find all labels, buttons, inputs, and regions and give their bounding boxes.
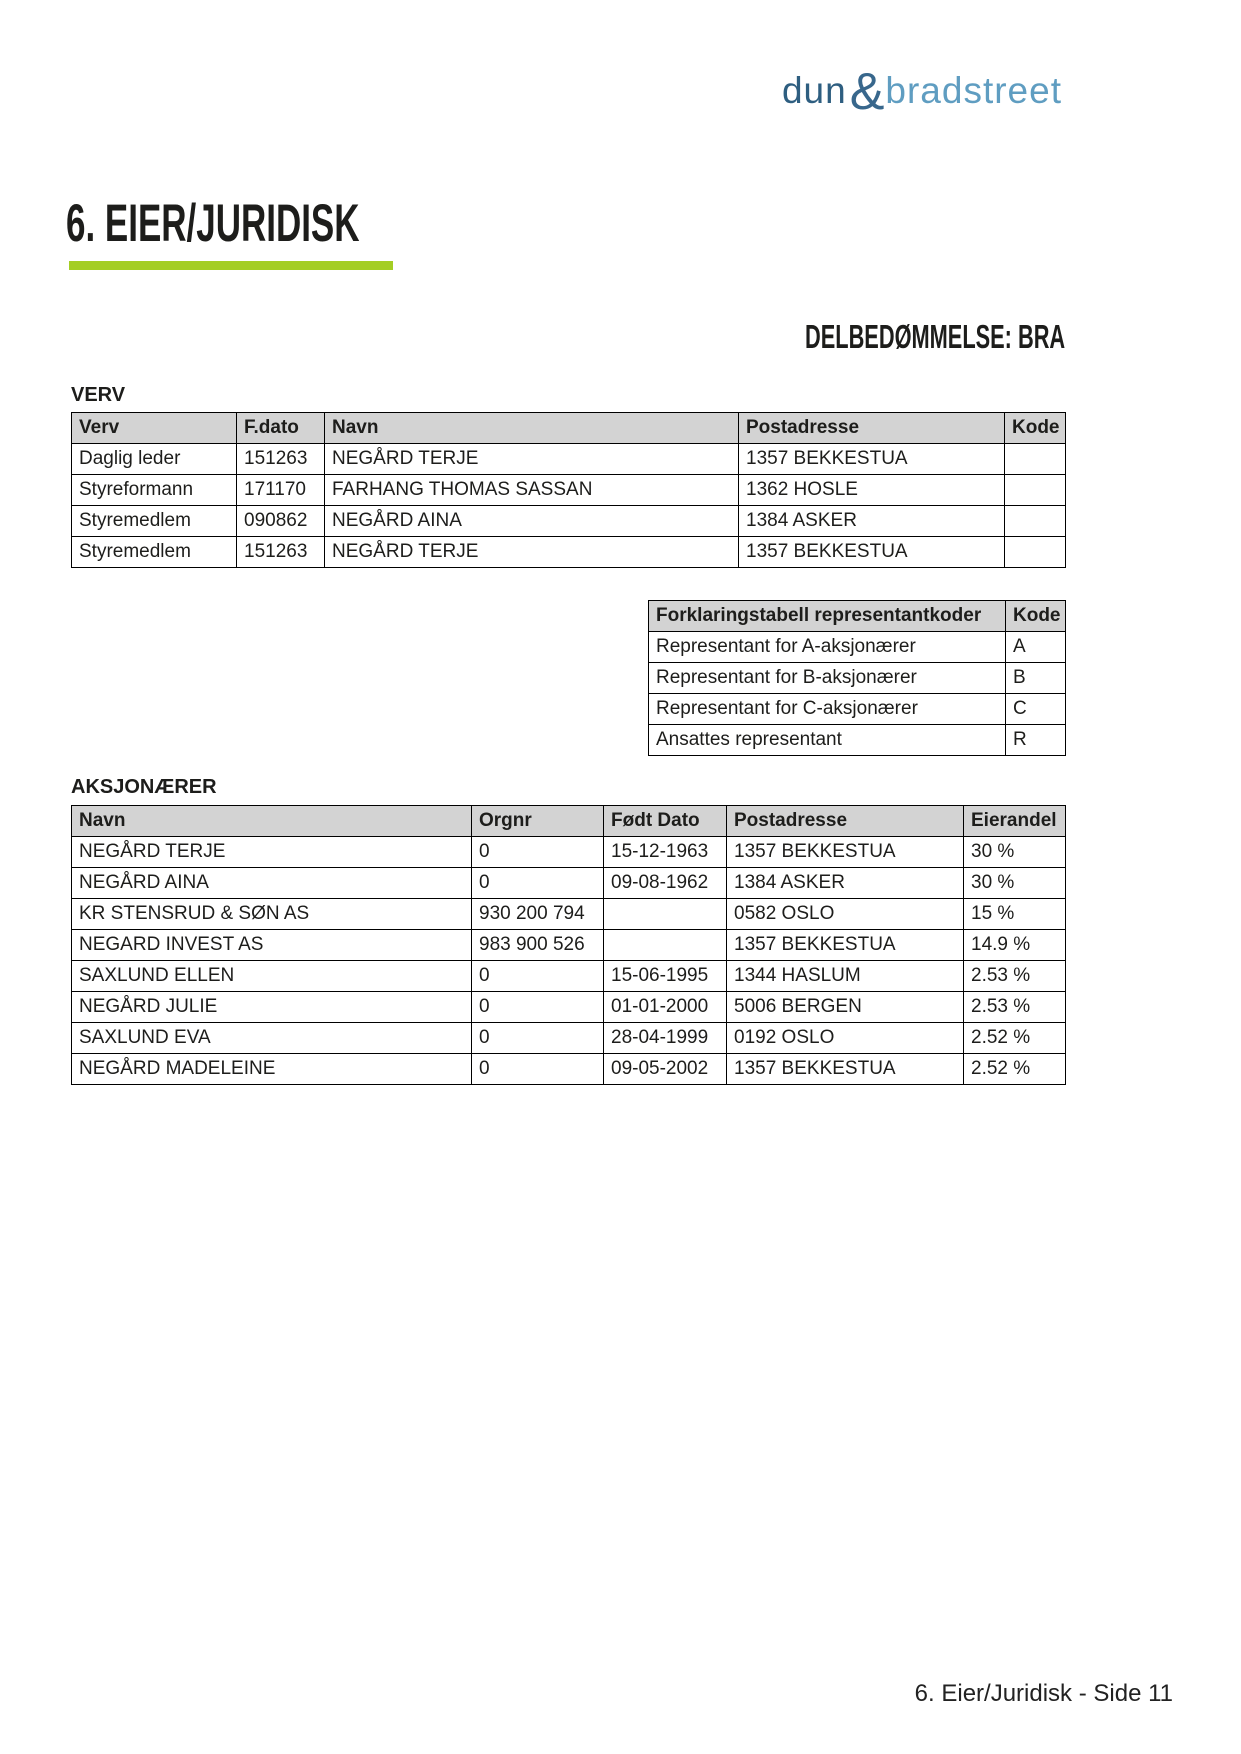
table-cell: Representant for C-aksjonærer [649,694,1006,725]
table-cell: 1384 ASKER [727,868,964,899]
table-cell: Ansattes representant [649,725,1006,756]
table-cell: 2.52 % [964,1023,1066,1054]
table-cell: 5006 BERGEN [727,992,964,1023]
table-cell: 151263 [237,537,325,568]
table-cell: NEGÅRD TERJE [325,537,739,568]
table-cell: 1357 BEKKESTUA [739,537,1005,568]
table-cell: 930 200 794 [472,899,604,930]
table-cell: 14.9 % [964,930,1066,961]
table-cell: 15-12-1963 [604,837,727,868]
table-row [72,506,1066,537]
table-cell: 09-08-1962 [604,868,727,899]
table-cell: Representant for B-aksjonærer [649,663,1006,694]
table-cell: NEGÅRD MADELEINE [72,1054,472,1085]
rating-heading: DELBEDØMMELSE: BRA [804,318,1065,355]
table-row [72,899,1066,930]
verv-table [71,412,1066,568]
table-cell [1005,506,1066,537]
table-header-row [72,806,1066,837]
table-cell: R [1006,725,1066,756]
table-cell: 0 [472,868,604,899]
column-header: Kode [1006,601,1066,632]
table-cell: 2.53 % [964,961,1066,992]
table-row [649,663,1066,694]
table-cell: 28-04-1999 [604,1023,727,1054]
table-cell: 15-06-1995 [604,961,727,992]
table-row [72,992,1066,1023]
table-cell: 01-01-2000 [604,992,727,1023]
table-cell: 1357 BEKKESTUA [727,1054,964,1085]
representative-codes-table [648,600,1066,756]
page-title: 6. EIER/JURIDISK [66,194,360,253]
column-header: Kode [1005,413,1066,444]
table-cell: Representant for A-aksjonærer [649,632,1006,663]
title-accent-bar [69,261,393,270]
table-cell: B [1006,663,1066,694]
table-row [72,1054,1066,1085]
table-cell: NEGARD INVEST AS [72,930,472,961]
logo-word-dun: dun [781,70,847,111]
table-cell: 1344 HASLUM [727,961,964,992]
table-cell: 2.53 % [964,992,1066,1023]
table-cell: 09-05-2002 [604,1054,727,1085]
table-cell: NEGÅRD JULIE [72,992,472,1023]
table-cell: 30 % [964,868,1066,899]
table-row [72,475,1066,506]
table-cell: 983 900 526 [472,930,604,961]
table-cell: NEGÅRD AINA [325,506,739,537]
table-cell: A [1006,632,1066,663]
table-cell: 1384 ASKER [739,506,1005,537]
verv-section-label: VERV [71,384,126,406]
table-cell [1005,475,1066,506]
table-row [72,961,1066,992]
table-cell: 0 [472,1023,604,1054]
table-header-row [649,601,1066,632]
table-cell: 1357 BEKKESTUA [727,930,964,961]
shareholders-section-label: AKSJONÆRER [71,776,217,798]
table-cell: Daglig leder [72,444,237,475]
table-cell: C [1006,694,1066,725]
table-cell: FARHANG THOMAS SASSAN [325,475,739,506]
table-row [72,868,1066,899]
table-cell: 0192 OSLO [727,1023,964,1054]
table-cell: NEGÅRD TERJE [72,837,472,868]
table-row [72,930,1066,961]
shareholders-table [71,805,1066,1085]
column-header: Postadresse [739,413,1005,444]
table-cell: 151263 [237,444,325,475]
column-header: Forklaringstabell representantkoder [649,601,1006,632]
table-cell: 1362 HOSLE [739,475,1005,506]
column-header: Navn [72,806,472,837]
table-cell: NEGÅRD AINA [72,868,472,899]
table-cell: Styreformann [72,475,237,506]
page-footer: 6. Eier/Juridisk - Side 11 [914,1680,1173,1707]
table-cell [604,899,727,930]
dnb-logo: dun & bradstreet [781,63,1062,121]
table-cell: NEGÅRD TERJE [325,444,739,475]
table-cell: 0 [472,992,604,1023]
table-cell: 171170 [237,475,325,506]
logo-word-bradstreet: bradstreet [885,70,1062,111]
column-header: F.dato [237,413,325,444]
table-cell: 1357 BEKKESTUA [739,444,1005,475]
table-row [72,444,1066,475]
column-header: Eierandel [964,806,1066,837]
table-cell: 090862 [237,506,325,537]
table-cell: KR STENSRUD & SØN AS [72,899,472,930]
column-header: Verv [72,413,237,444]
table-cell: SAXLUND ELLEN [72,961,472,992]
table-cell [604,930,727,961]
column-header: Navn [325,413,739,444]
table-header-row [72,413,1066,444]
table-row [72,837,1066,868]
table-cell [1005,444,1066,475]
table-row [72,1023,1066,1054]
table-cell [1005,537,1066,568]
column-header: Orgnr [472,806,604,837]
table-cell: SAXLUND EVA [72,1023,472,1054]
table-cell: 0 [472,961,604,992]
table-row [649,632,1066,663]
table-cell: 1357 BEKKESTUA [727,837,964,868]
column-header: Postadresse [727,806,964,837]
table-row [649,725,1066,756]
table-cell: 0 [472,837,604,868]
table-cell: 0 [472,1054,604,1085]
table-row [72,537,1066,568]
column-header: Født Dato [604,806,727,837]
table-row [649,694,1066,725]
table-cell: Styremedlem [72,506,237,537]
table-cell: 2.52 % [964,1054,1066,1085]
table-cell: 30 % [964,837,1066,868]
table-cell: Styremedlem [72,537,237,568]
table-cell: 15 % [964,899,1066,930]
table-cell: 0582 OSLO [727,899,964,930]
